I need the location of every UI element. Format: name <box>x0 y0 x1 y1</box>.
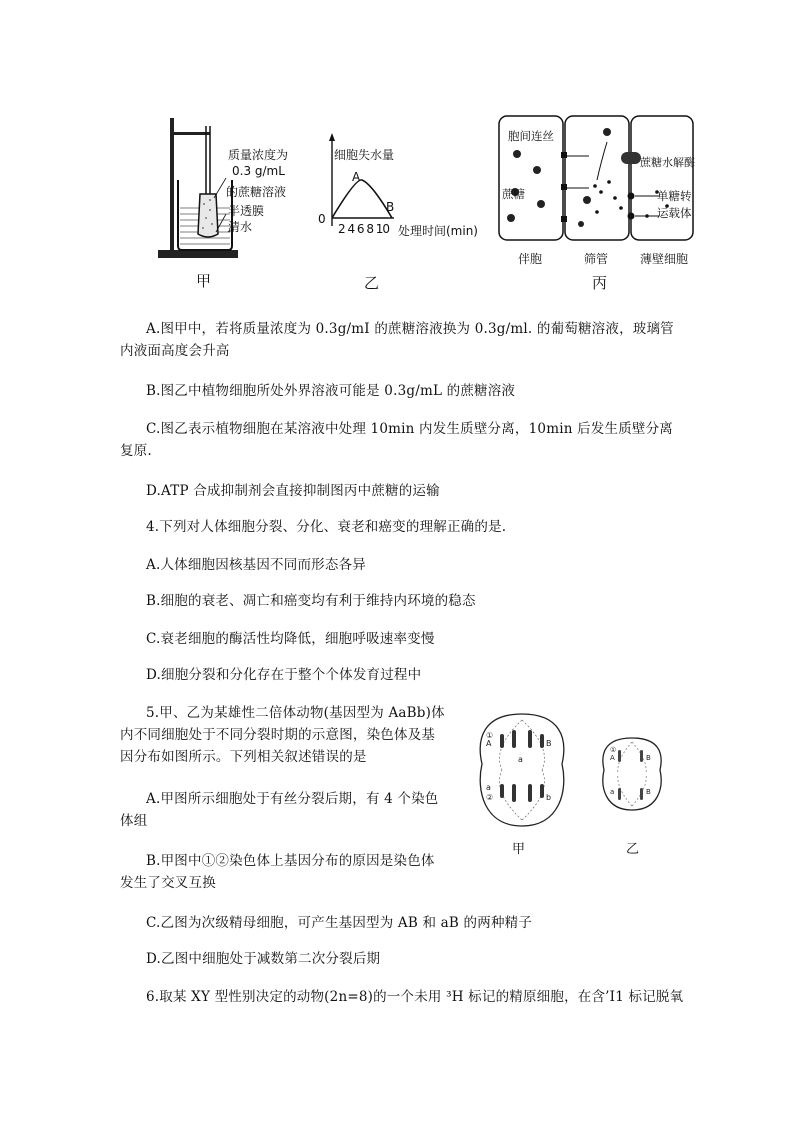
yi-xlabel: 处理时间(min) <box>398 224 478 238</box>
stand-clamp <box>170 132 210 135</box>
jia-label-3: 的蔗糖溶液 <box>226 185 287 199</box>
yi-point-b: B <box>386 200 395 214</box>
bing-label-transporter-1: 单糖转 <box>657 189 692 203</box>
bing-label-parenchyma: 薄壁细胞 <box>640 252 689 266</box>
q5-caption-yi: 乙 <box>626 842 640 857</box>
bing-label-sucrose: 蔗糖 <box>502 187 525 201</box>
svg-text:②: ② <box>486 793 494 802</box>
bing-label-transporter-2: 运载体 <box>657 206 692 220</box>
svg-text:①: ① <box>610 746 617 754</box>
thistle-funnel <box>198 194 218 237</box>
jia-label-1: 质量浓度为 <box>228 148 289 162</box>
bing-label-companion: 伴胞 <box>518 252 543 266</box>
q4-option-a: A.人体细胞因核基因不同而形态各异 <box>146 557 366 573</box>
sucrase-enzyme <box>621 152 641 164</box>
parenchyma-cell <box>631 116 693 240</box>
q5-option-c: C.乙图为次级精母细胞，可产生基因型为 AB 和 aB 的两种精子 <box>146 915 533 931</box>
q4-option-c: C.衰老细胞的酶活性均降低，细胞呼吸速率变慢 <box>146 631 435 647</box>
cell-jia-chromosomes <box>500 730 544 802</box>
svg-text:B: B <box>646 754 651 762</box>
q5-option-a: A.甲图所示细胞处于有丝分裂后期，有 4 个染色 体组 <box>120 791 439 829</box>
svg-text:a: a <box>518 755 523 764</box>
q5-caption-jia: 甲 <box>512 842 526 857</box>
q6-stem: 6.取某 XY 型性别决定的动物(2n=8)的一个未用 ³H 标记的精原细胞，在含’I1 标记脱氧 <box>146 989 684 1005</box>
plasmodesmata <box>561 152 567 222</box>
q5-option-b: B.甲图中①②染色体上基因分布的原因是染色体 发生了交叉互换 <box>120 853 435 891</box>
q3-option-c: C.图乙表示植物细胞在某溶液中处理 10min 内发生质壁分离，10min 后发生质壁分离 复原. <box>120 421 673 459</box>
yi-xticks: 2 4 6 8 10 <box>338 222 390 236</box>
bing-caption: 丙 <box>592 274 608 292</box>
q3-option-a-line1: A.图甲中，若将质量浓度为 0.3g/mI 的蔗糖溶液换为 0.3g/ml. 的葡萄糖溶液，玻璃管 <box>146 321 674 337</box>
yi-caption: 乙 <box>364 274 380 292</box>
bing-label-sucrase: 蔗糖水解酶 <box>640 156 695 169</box>
jia-caption: 甲 <box>196 272 212 290</box>
q3-option-b: B.图乙中植物细胞所处外界溶液可能是 0.3g/mL 的蔗糖溶液 <box>146 383 516 399</box>
svg-text:a: a <box>486 783 491 792</box>
cell-yi-chromosomes <box>618 750 643 800</box>
water-loss-curve <box>332 180 395 218</box>
jia-label-5: 清水 <box>228 220 253 234</box>
q4-option-b: B.细胞的衰老、凋亡和癌变均有利于维持内环境的稳态 <box>146 593 476 609</box>
q3-option-d: D.ATP 合成抑制剂会直接抑制图丙中蔗糖的运输 <box>146 483 440 499</box>
bing-label-sieve: 筛管 <box>584 252 609 266</box>
q3-option-a-line2: 内液面高度会升高 <box>120 343 230 359</box>
yi-origin: 0 <box>318 212 326 226</box>
q3-option-a <box>120 318 680 362</box>
svg-text:A: A <box>610 754 615 762</box>
svg-text:A: A <box>486 739 492 748</box>
bing-label-plasmodesma: 胞间连丝 <box>508 129 554 143</box>
svg-text:①: ① <box>486 731 494 740</box>
jia-label-2: 0.3 g/mL <box>232 164 285 178</box>
q5-stem: 5.甲、乙为某雄性二倍体动物(基因型为 AaBb)体 内不同细胞处于不同分裂时期的示意图，染色体及基 因分布如图所示。下列相关叙述错误的是 <box>120 705 445 765</box>
svg-text:b: b <box>546 793 552 802</box>
yi-ylabel: 细胞失水量 <box>334 148 395 162</box>
q4-option-d: D.细胞分裂和分化存在于整个个体发育过程中 <box>146 667 422 683</box>
cell-jia-spindle <box>500 720 545 820</box>
q4-stem: 4.下列对人体细胞分裂、分化、衰老和癌变的理解正确的是. <box>146 519 507 535</box>
q5-option-d: D.乙图中细胞处于减数第二次分裂后期 <box>146 951 381 967</box>
svg-text:B: B <box>646 788 651 796</box>
stand-pole <box>170 118 174 252</box>
svg-text:B: B <box>546 739 552 748</box>
jia-label-4: 半透膜 <box>228 204 265 218</box>
svg-text:a: a <box>610 788 615 796</box>
yi-point-a: A <box>352 170 361 184</box>
figure-q5-cells <box>472 708 682 836</box>
